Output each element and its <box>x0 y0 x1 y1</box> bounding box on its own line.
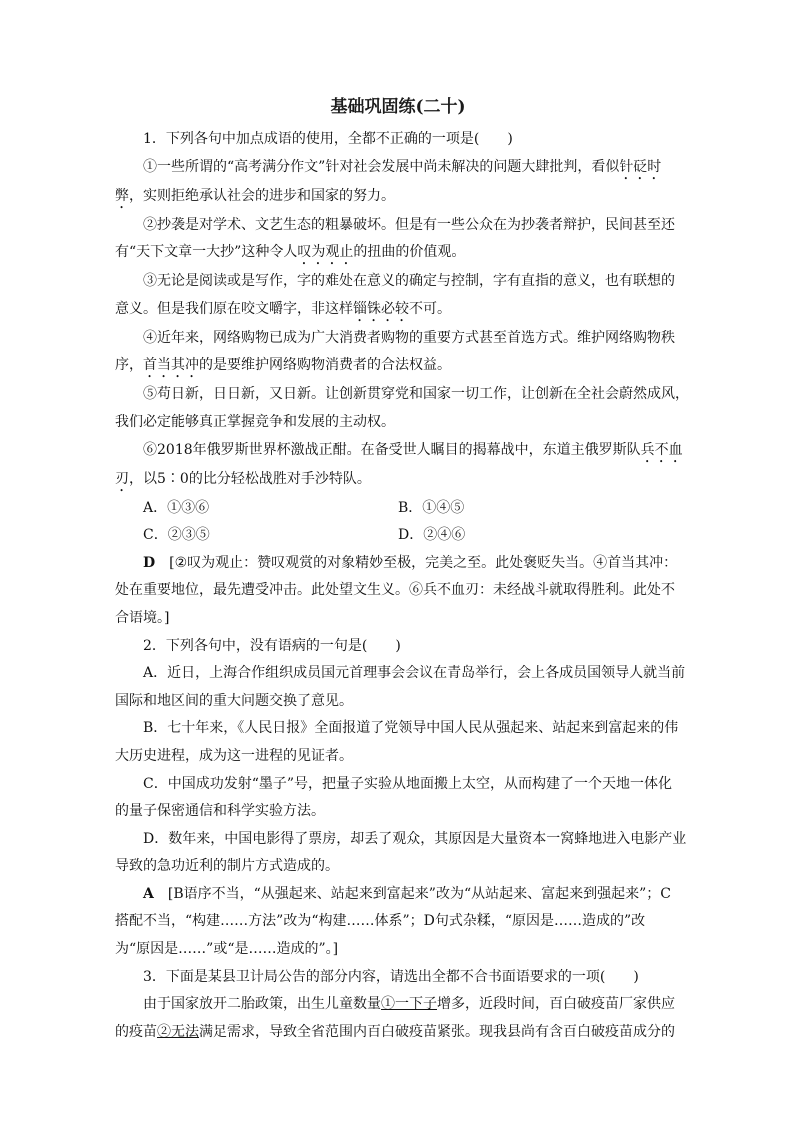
q3-passage-line-2: 的疫苗②无法满足需求，导致全省范围内百白破疫苗紧张。现我县尚有含百白破疫苗成分的 <box>115 1023 675 1040</box>
q2-option-a-line-1: A．近日，上海合作组织成员国元首理事会会议在青岛举行，会上各成员国领导人就当前 <box>143 665 686 682</box>
q1-sentence-1-line-1: ①一些所谓的“高考满分作文”针对社会发展中尚未解决的问题大肆批判，看似针砭时 <box>143 158 662 175</box>
q2-explanation-line-1: A [B语序不当，“从强起来、站起来到富起来”改为“从站起来、富起来到强起来”；C <box>143 885 671 902</box>
q1-options-row-2 <box>115 522 681 550</box>
q2-option-d-line-2: 导致的急功近利的制片方式造成的。 <box>115 858 339 875</box>
q1-option-a: A．①③⑥ <box>143 499 210 516</box>
q1-sentence-2-line-1: ②抄袭是对学术、文艺生态的粗暴破坏。但是有一些公众在为抄袭者辩护，民间甚至还 <box>143 216 675 233</box>
q2-explanation-line-2: 搭配不当，“构建……方法”改为“构建……体系”；D句式杂糅，“原因是……造成的”改 <box>115 913 646 930</box>
q1-options-row-1 <box>115 495 681 523</box>
page-title: 基础巩固练(二十) <box>330 97 466 117</box>
q1-explanation-line-2: 处在重要地位，最先遭受冲击。此处望文生义。⑥兵不血刃：未经战斗就取得胜利。此处不 <box>115 582 675 599</box>
q1-option-b: B．①④⑤ <box>398 499 465 516</box>
question-3-stem: 3．下面是某县卫计局公告的部分内容，请选出全都不合书面语要求的一项( ) <box>143 968 639 985</box>
q1-answer: D <box>143 554 156 571</box>
q2-option-a-line-2: 国际和地区间的重大问题交换了意见。 <box>115 692 353 709</box>
question-2-stem: 2．下列各句中，没有语病的一句是( ) <box>143 637 401 654</box>
q2-option-c-line-1: C．中国成功发射“墨子”号，把量子实验从地面搬上太空，从而构建了一个天地一体化 <box>143 775 673 792</box>
q2-option-d-line-1: D．数年来，中国电影得了票房，却丢了观众，其原因是大量资本一窝蜂地进入电影产业 <box>143 830 687 847</box>
q1-sentence-3-line-2: 意义。但是我们原在咬文嚼字，非这样锱铢必较不可。 <box>115 300 451 317</box>
q2-option-b-line-1: B．七十年来，《人民日报》全面报道了党领导中国人民从强起来、站起来到富起来的伟 <box>143 720 679 737</box>
q1-sentence-5-line-2: 我们必定能够真正掌握竞争和发展的主动权。 <box>115 413 395 430</box>
q1-explanation-line-3: 合语境。] <box>115 609 170 626</box>
q1-sentence-3-line-1: ③无论是阅读或是写作，字的难处在意义的确定与控制，字有直指的意义，也有联想的 <box>143 273 675 290</box>
q2-option-b-line-2: 大历史进程，成为这一进程的见证者。 <box>115 747 353 764</box>
q2-answer: A <box>143 885 154 902</box>
document-content <box>115 96 689 1046</box>
q3-passage-line-1: 由于国家放开二胎政策，出生儿童数量①一下子增多，近段时间，百白破疫苗厂家供应 <box>143 996 675 1013</box>
q1-sentence-6-line-1: ⑥2018年俄罗斯世界杯激战正酣。在备受世人瞩目的揭幕战中，东道主俄罗斯队兵不血 <box>143 441 683 458</box>
q1-sentence-5-line-1: ⑤苟日新，日日新，又日新。让创新贯穿党和国家一切工作，让创新在全社会蔚然成风， <box>143 386 689 403</box>
q2-explanation-line-3: 为“原因是……”或“是……造成的”。] <box>115 941 339 958</box>
q1-explanation-line-1: D [②叹为观止：赞叹观赏的对象精妙至极，完美之至。此处褒贬失当。④首当其冲： <box>143 554 678 571</box>
question-1-stem: 1．下列各句中加点成语的使用，全都不正确的一项是( ) <box>143 131 513 147</box>
q1-sentence-2-line-2: 有“天下文章一大抄”这种令人叹为观止的扭曲的价值观。 <box>115 244 466 261</box>
q1-option-d: D．②④⑥ <box>398 527 466 544</box>
q2-option-c-line-2: 的量子保密通信和科学实验方法。 <box>115 803 325 820</box>
q1-sentence-4-line-2: 序，首当其冲的是要维护网络购物消费者的合法权益。 <box>115 357 451 374</box>
q1-sentence-1-line-2: 弊，实则拒绝承认社会的进步和国家的努力。 <box>115 187 395 204</box>
q1-sentence-4-line-1: ④近年来，网络购物已成为广大消费者购物的重要方式甚至首选方式。维护网络购物秩 <box>143 329 675 346</box>
q1-option-c: C．②③⑤ <box>143 527 210 544</box>
q1-sentence-6-line-2: 刃，以5∶0的比分轻松战胜对手沙特队。 <box>115 470 371 487</box>
